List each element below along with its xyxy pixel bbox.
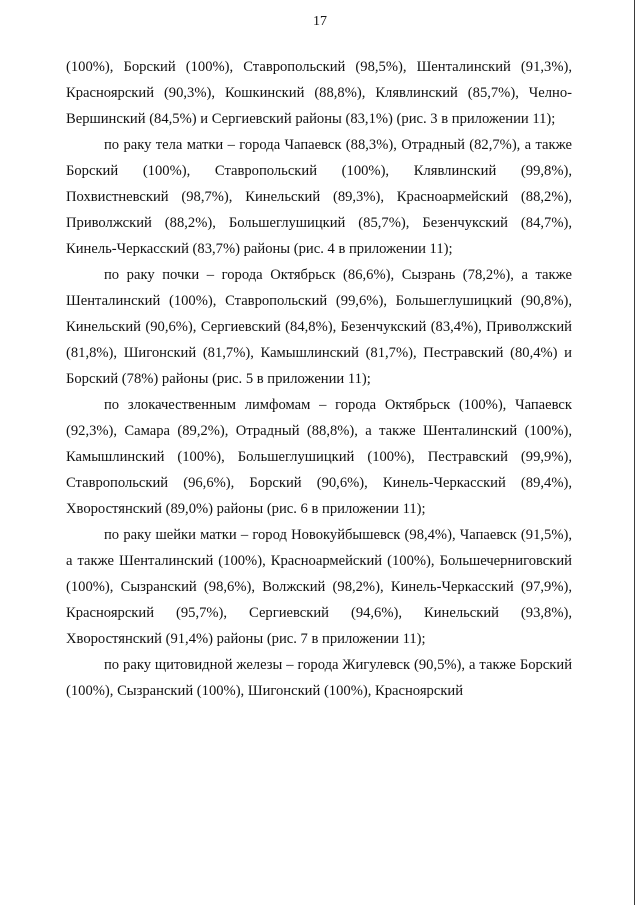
paragraph-uterine-body-cancer: по раку тела матки – города Чапаевск (88,3%), Отрадный (82,7%), а также Борский (100%), Ставропольский (100%), Клявлинский (99,8%), Похвистневский (98,7%), Кинельский (89,3%), Красноармейский (88,2%), Приволжский (88,2%), Большеглушицкий (85,7%), Безенчукский (84,7%), Кинель-Черкасский (83,7%) районы (рис. 4 в приложении 11);	[66, 137, 572, 257]
paragraph-cervical-cancer: по раку шейки матки – город Новокуйбышевск (98,4%), Чапаевск (91,5%), а также Шенталинский (100%), Красноармейский (100%), Большечерниговский (100%), Сызранский (98,6%), Волжский (98,2%), Кинель-Черкасский (97,9%), Красноярский (95,7%), Сергиевский (94,6%), Кинельский (93,8%), Хворостянский (91,4%) районы (рис. 7 в приложении 11);	[66, 527, 572, 647]
paragraph-malignant-lymphomas: по злокачественным лимфомам – города Октябрьск (100%), Чапаевск (92,3%), Самара (89,2%), Отрадный (88,8%), а также Шенталинский (100%), Камышлинский (100%), Большеглушицкий (100%), Пестравский (99,9%), Ставропольский (96,6%), Борский (90,6%), Кинель-Черкасский (89,4%), Хворостянский (89,0%) районы (рис. 6 в приложении 11);	[66, 397, 572, 517]
page-number: 17	[313, 14, 327, 29]
body-text	[66, 54, 572, 704]
scan-edge-line	[634, 0, 635, 905]
paragraph-kidney-cancer: по раку почки – города Октябрьск (86,6%), Сызрань (78,2%), а также Шенталинский (100%), Ставропольский (99,6%), Большеглушицкий (90,8%), Кинельский (90,6%), Сергиевский (84,8%), Безенчукский (83,4%), Приволжский (81,8%), Шигонский (81,7%), Камышлинский (81,7%), Пестравский (80,4%) и Борский (78%) районы (рис. 5 в приложении 11);	[66, 267, 572, 387]
paragraph-continuation: (100%), Борский (100%), Ставропольский (98,5%), Шенталинский (91,3%), Красноярский (90,3%), Кошкинский (88,8%), Клявлинский (85,7%), Челно-Вершинский (84,5%) и Сергиевский районы (83,1%) (рис. 3 в приложении 11);	[66, 59, 572, 127]
paragraph-thyroid-cancer: по раку щитовидной железы – города Жигулевск (90,5%), а также Борский (100%), Сызранский (100%), Шигонский (100%), Красноярский	[66, 657, 572, 699]
